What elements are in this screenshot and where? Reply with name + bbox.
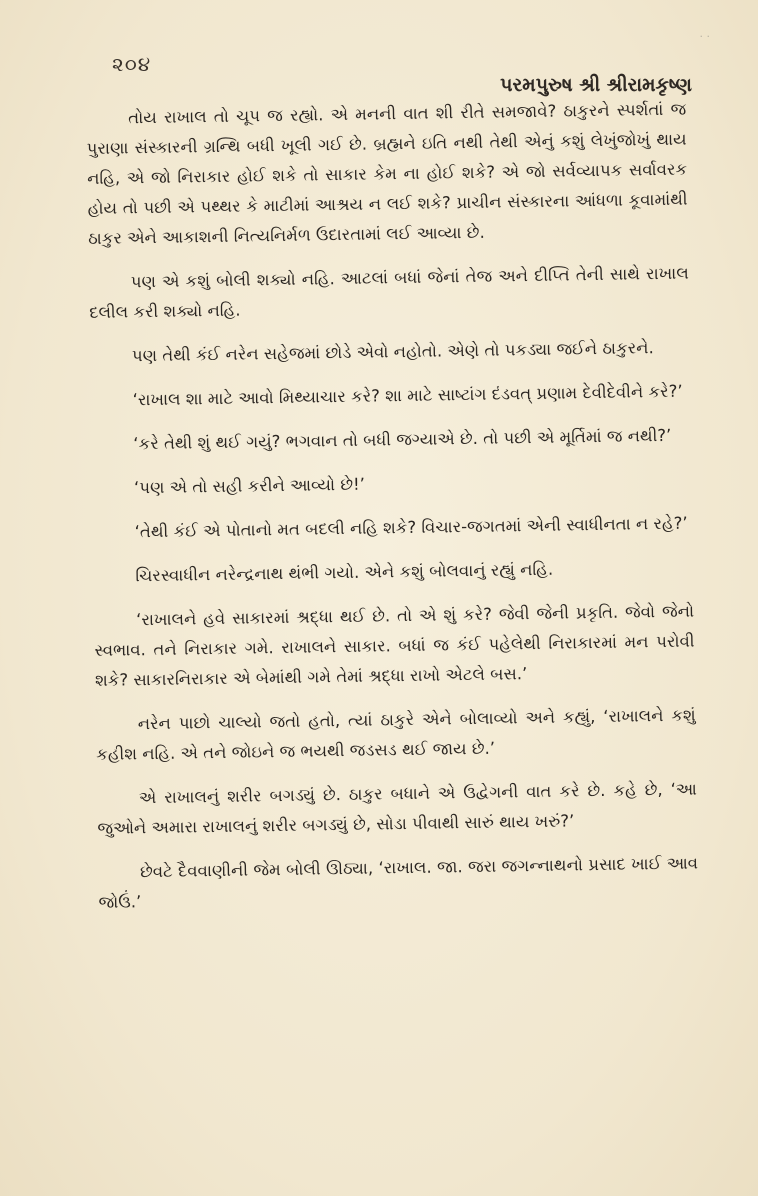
- paragraph: નરેન પાછો ચાલ્યો જતો હતો, ત્યાં ઠાકુરે એને બોલાવ્યો અને કહ્યું, ‘રાખાલને કશું કહીશ નહિ. એ તને જોઇને જ ભયથી જડસડ થઈ જાય છે.’: [96, 705, 696, 764]
- paragraph: ‘તેથી કંઈ એ પોતાનો મત બદલી નહિ શકે? વિચાર-જગતમાં એની સ્વાધીનતા ન રહે?’: [134, 513, 688, 542]
- paragraph: ચિરસ્વાધીન નરેન્દ્રનાથ થંભી ગયો. એને કશું બોલવાનું રહ્યું નહિ.: [135, 559, 554, 586]
- paragraph: પણ તેથી કંઈ નરેન સહેજમાં છોડે એવો નહોતો. એણે તો પકડ્યા જઈને ઠાકુરને.: [131, 338, 654, 366]
- paragraph: પણ એ કશું બોલી શક્યો નહિ. આટલાં બધાં જેનાં તેજ અને દીપ્તિ તેની સાથે રાખાલ દલીલ કરી શક્યો નહિ.: [89, 263, 689, 322]
- body-text: [86, 95, 699, 918]
- paragraph: એ રાખાલનું શરીર બગડ્યું છે. ઠાકુર બધાને એ ઉદ્વેગની વાત કરે છે. કહે છે, ‘આ જુઓને અમારા રાખાલનું શરીર બગડ્યું છે, સોડા પીવાથી સારું થાય ખરું?’: [97, 779, 697, 838]
- paragraph: તોય રાખાલ તો ચૂપ જ રહ્યો. એ મનની વાત શી રીતે સમજાવે? ઠાકુરને સ્પર્શતાં જ પુરાણા સંસ્કારની ગ્રન્થિ બધી ખૂલી ગઈ છે. બ્રહ્મને ઇતિ નથી તેથી એનું કશું લેખુંજોખું થાય નહિ, એ જો નિરાકાર હોઈ શકે તો સાકાર કેમ ના હોઈ શકે? એ જો સર્વવ્યાપક સર્વાવરક હોય તો પછી એ પથ્થર કે માટીમાં આશ્રય ન લઈ શકે? પ્રાચીન સંસ્કારના આંધળા કૂવામાંથી ઠાકુર એને આકાશની નિત્યનિર્મળ ઉદારતામાં લઈ આવ્યા છે.: [86, 99, 688, 248]
- paragraph: ‘રાખાલને હવે સાકારમાં શ્રદ્ધા થઈ છે. તો એ શું કરે? જેવી જેની પ્રકૃતિ. જેવો જેનો સ્વભાવ. તને નિરાકાર ગમે. રાખાલને સાકાર. બધાં જ કંઈ પહેલેથી નિરાકારમાં મન પરોવી શકે? સાકારનિરાકાર એ બેમાંથી ગમે તેમાં શ્રદ્ધા રાખો એટલે બસ.’: [94, 601, 695, 690]
- paragraph: છેવટે દૈવવાણીની જેમ બોલી ઊઠ્યા, ‘રાખાલ. જા. જરા જગન્નાથનો પ્રસાદ ખાઈ આવ જોઉં.’: [98, 853, 699, 912]
- paragraph: ‘રાખાલ શા માટે આવો મિથ્યાચાર કરે? શા માટે સાષ્ટાંગ દંડવત્ પ્રણામ દેવીદેવીને કરે?’: [132, 381, 683, 410]
- paragraph: ‘કરે તેથી શું થઈ ગયું? ભગવાન તો બધી જગ્યાએ છે. તો પછી એ મૂર્તિમાં જ નથી?’: [133, 425, 672, 454]
- page-number: ૨૦૪: [112, 52, 152, 76]
- running-head: પરમપુરુષ શ્રી શ્રીરામકૃષ્ણ: [500, 74, 692, 96]
- paragraph: ‘પણ એ તો સહી કરીને આવ્યો છે!’: [133, 474, 366, 498]
- corner-mark: · ·: [699, 30, 710, 43]
